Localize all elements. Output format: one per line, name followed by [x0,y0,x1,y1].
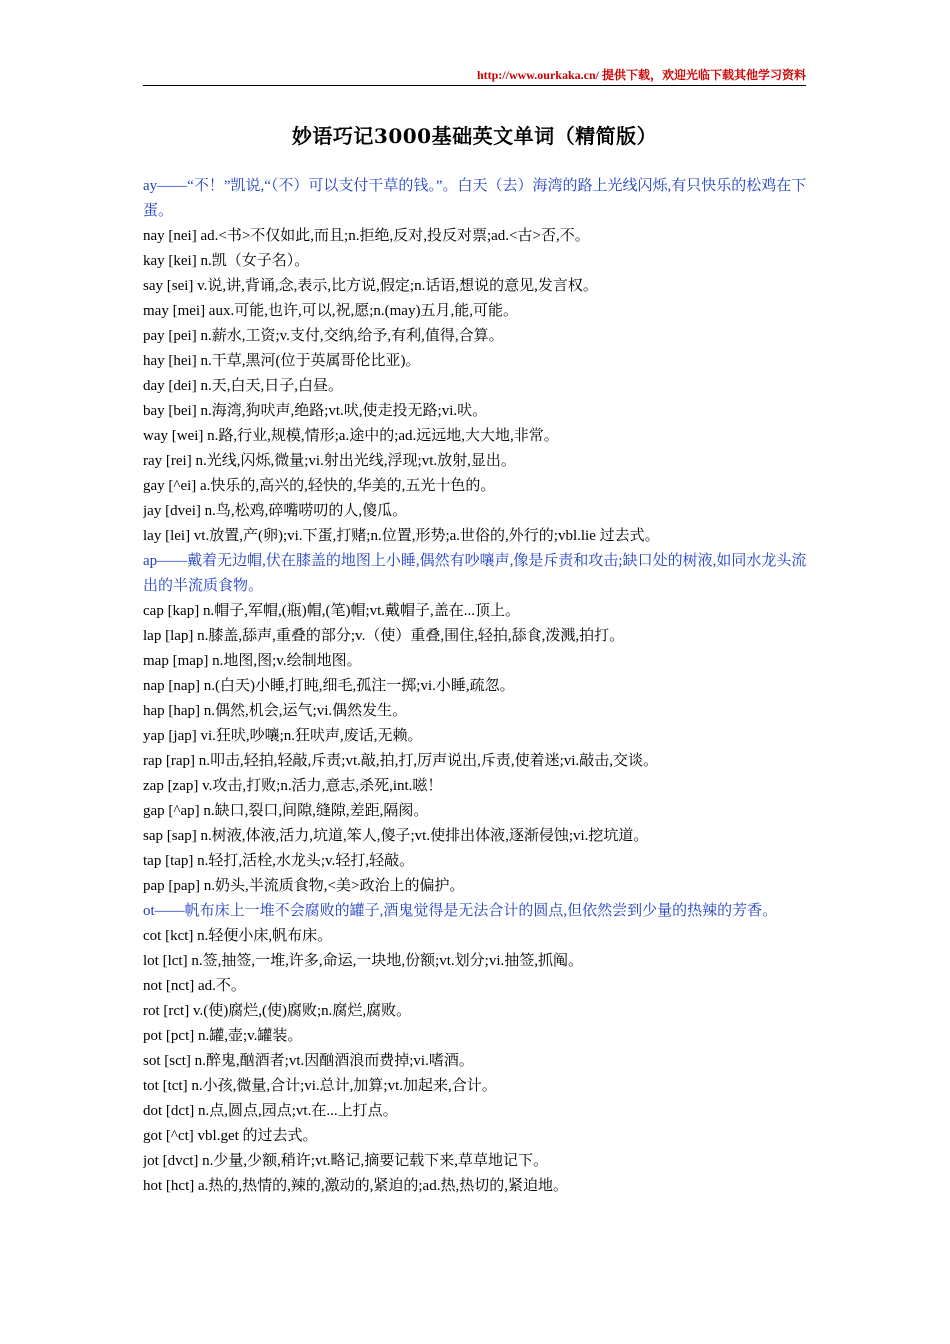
word-entry: day [dei] n.天,白天,日子,白昼。 [143,378,343,394]
word-entry: gay [^ei] a.快乐的,高兴的,轻快的,华美的,五光十色的。 [143,478,496,494]
word-entry: tot [tct] n.小孩,微量,合计;vi.总计,加算;vt.加起来,合计。 [143,1078,497,1094]
word-entry: jay [dvei] n.鸟,松鸡,碎嘴唠叨的人,傻瓜。 [143,503,408,519]
word-entry: gap [^ap] n.缺口,裂口,间隙,缝隙,差距,隔阂。 [143,803,429,819]
word-entry: rap [rap] n.叩击,轻拍,轻敲,斥责;vt.敲,拍,打,厉声说出,斥责,使着迷;vi.敲击,交谈。 [143,753,658,769]
word-entry: yap [jap] vi.狂吠,吵嚷;n.狂吠声,废话,无赖。 [143,728,423,744]
word-entry: may [mei] aux.可能,也许,可以,祝,愿;n.(may)五月,能,可能。 [143,303,518,319]
word-entry: dot [dct] n.点,圆点,园点;vt.在...上打点。 [143,1103,398,1119]
word-entry: pap [pap] n.奶头,半流质食物,<美>政治上的偏护。 [143,878,465,894]
word-entry: nay [nei] ad.<书>不仅如此,而且;n.拒绝,反对,投反对票;ad.<古>否,不。 [143,228,590,244]
word-entry: say [sei] v.说,讲,背诵,念,表示,比方说,假定;n.话语,想说的意见,发言权。 [143,278,598,294]
word-entry: zap [zap] v.攻击,打败;n.活力,意志,杀死,int.嗞！ [143,778,443,794]
word-entry: ray [rei] n.光线,闪烁,微量;vi.射出光线,浮现;vt.放射,显出。 [143,453,516,469]
word-entry: hap [hap] n.偶然,机会,运气;vi.偶然发生。 [143,703,408,719]
word-entry: bay [bei] n.海湾,狗吠声,绝路;vt.吠,使走投无路;vi.吠。 [143,403,488,419]
document-title: 妙语巧记3000基础英文单词（精简版） [291,124,658,148]
vocabulary-list [143,174,808,1199]
mnemonic-paragraph: ap——戴着无边帽,伏在膝盖的地图上小睡,偶然有吵嚷声,像是斥责和攻击;缺口处的树液,如同水龙头流出的半流质食物。 [143,553,807,594]
word-entry: kay [kei] n.凯（女子名）。 [143,253,310,269]
page-header [143,66,806,86]
word-entry: hay [hei] n.干草,黑河(位于英属哥伦比亚)。 [143,353,421,369]
word-entry: lay [lei] vt.放置,产(卵);vi.下蛋,打赌;n.位置,形势;a.世俗的,外行的;vbl.lie 过去式。 [143,528,660,544]
word-entry: hot [hct] a.热的,热情的,辣的,激动的,紧迫的;ad.热,热切的,紧迫地。 [143,1178,568,1194]
word-entry: got [^ct] vbl.get 的过去式。 [143,1128,318,1144]
word-entry: sap [sap] n.树液,体液,活力,坑道,笨人,傻子;vt.使排出体液,逐渐侵蚀;vi.挖坑道。 [143,828,649,844]
word-entry: cap [kap] n.帽子,军帽,(瓶)帽,(笔)帽;vt.戴帽子,盖在...顶上。 [143,603,521,619]
word-entry: tap [tap] n.轻打,活栓,水龙头;v.轻打,轻敲。 [143,853,415,869]
word-entry: cot [kct] n.轻便小床,帆布床。 [143,928,333,944]
word-entry: rot [rct] v.(使)腐烂,(使)腐败;n.腐烂,腐败。 [143,1003,412,1019]
mnemonic-paragraph: ot——帆布床上一堆不会腐败的罐子,酒鬼觉得是无法合计的圆点,但依然尝到少量的热辣的芳香。 [143,903,778,919]
word-entry: jot [dvct] n.少量,少额,稍许;vt.略记,摘要记载下来,草草地记下。 [143,1153,548,1169]
word-entry: nap [nap] n.(白天)小睡,打盹,细毛,孤注一掷;vi.小睡,疏忽。 [143,678,515,694]
site-link[interactable]: http://www.ourkaka.cn/ [476,68,599,82]
header-note: 提供下载，欢迎光临下载其他学习资料 [598,68,806,82]
word-entry: sot [sct] n.醉鬼,酗酒者;vt.因酗酒浪而费掉;vi.嗜酒。 [143,1053,474,1069]
word-entry: not [nct] ad.不。 [143,978,246,994]
word-entry: lot [lct] n.签,抽签,一堆,许多,命运,一块地,份额;vt.划分;vi.抽签,抓阄。 [143,953,583,969]
word-entry: lap [lap] n.膝盖,舔声,重叠的部分;v.（使）重叠,围住,轻拍,舔食,泼溅,拍打。 [143,628,625,644]
word-entry: pay [pei] n.薪水,工资;v.支付,交纳,给予,有利,值得,合算。 [143,328,504,344]
word-entry: pot [pct] n.罐,壶;v.罐装。 [143,1028,303,1044]
header-divider [143,85,806,86]
word-entry: map [map] n.地图,图;v.绘制地图。 [143,653,362,669]
mnemonic-paragraph: ay——“不！”凯说,“（不）可以支付干草的钱。”。白天（去）海湾的路上光线闪烁,有只快乐的松鸡在下蛋。 [143,178,807,219]
word-entry: way [wei] n.路,行业,规模,情形;a.途中的;ad.远远地,大大地,非常。 [143,428,559,444]
